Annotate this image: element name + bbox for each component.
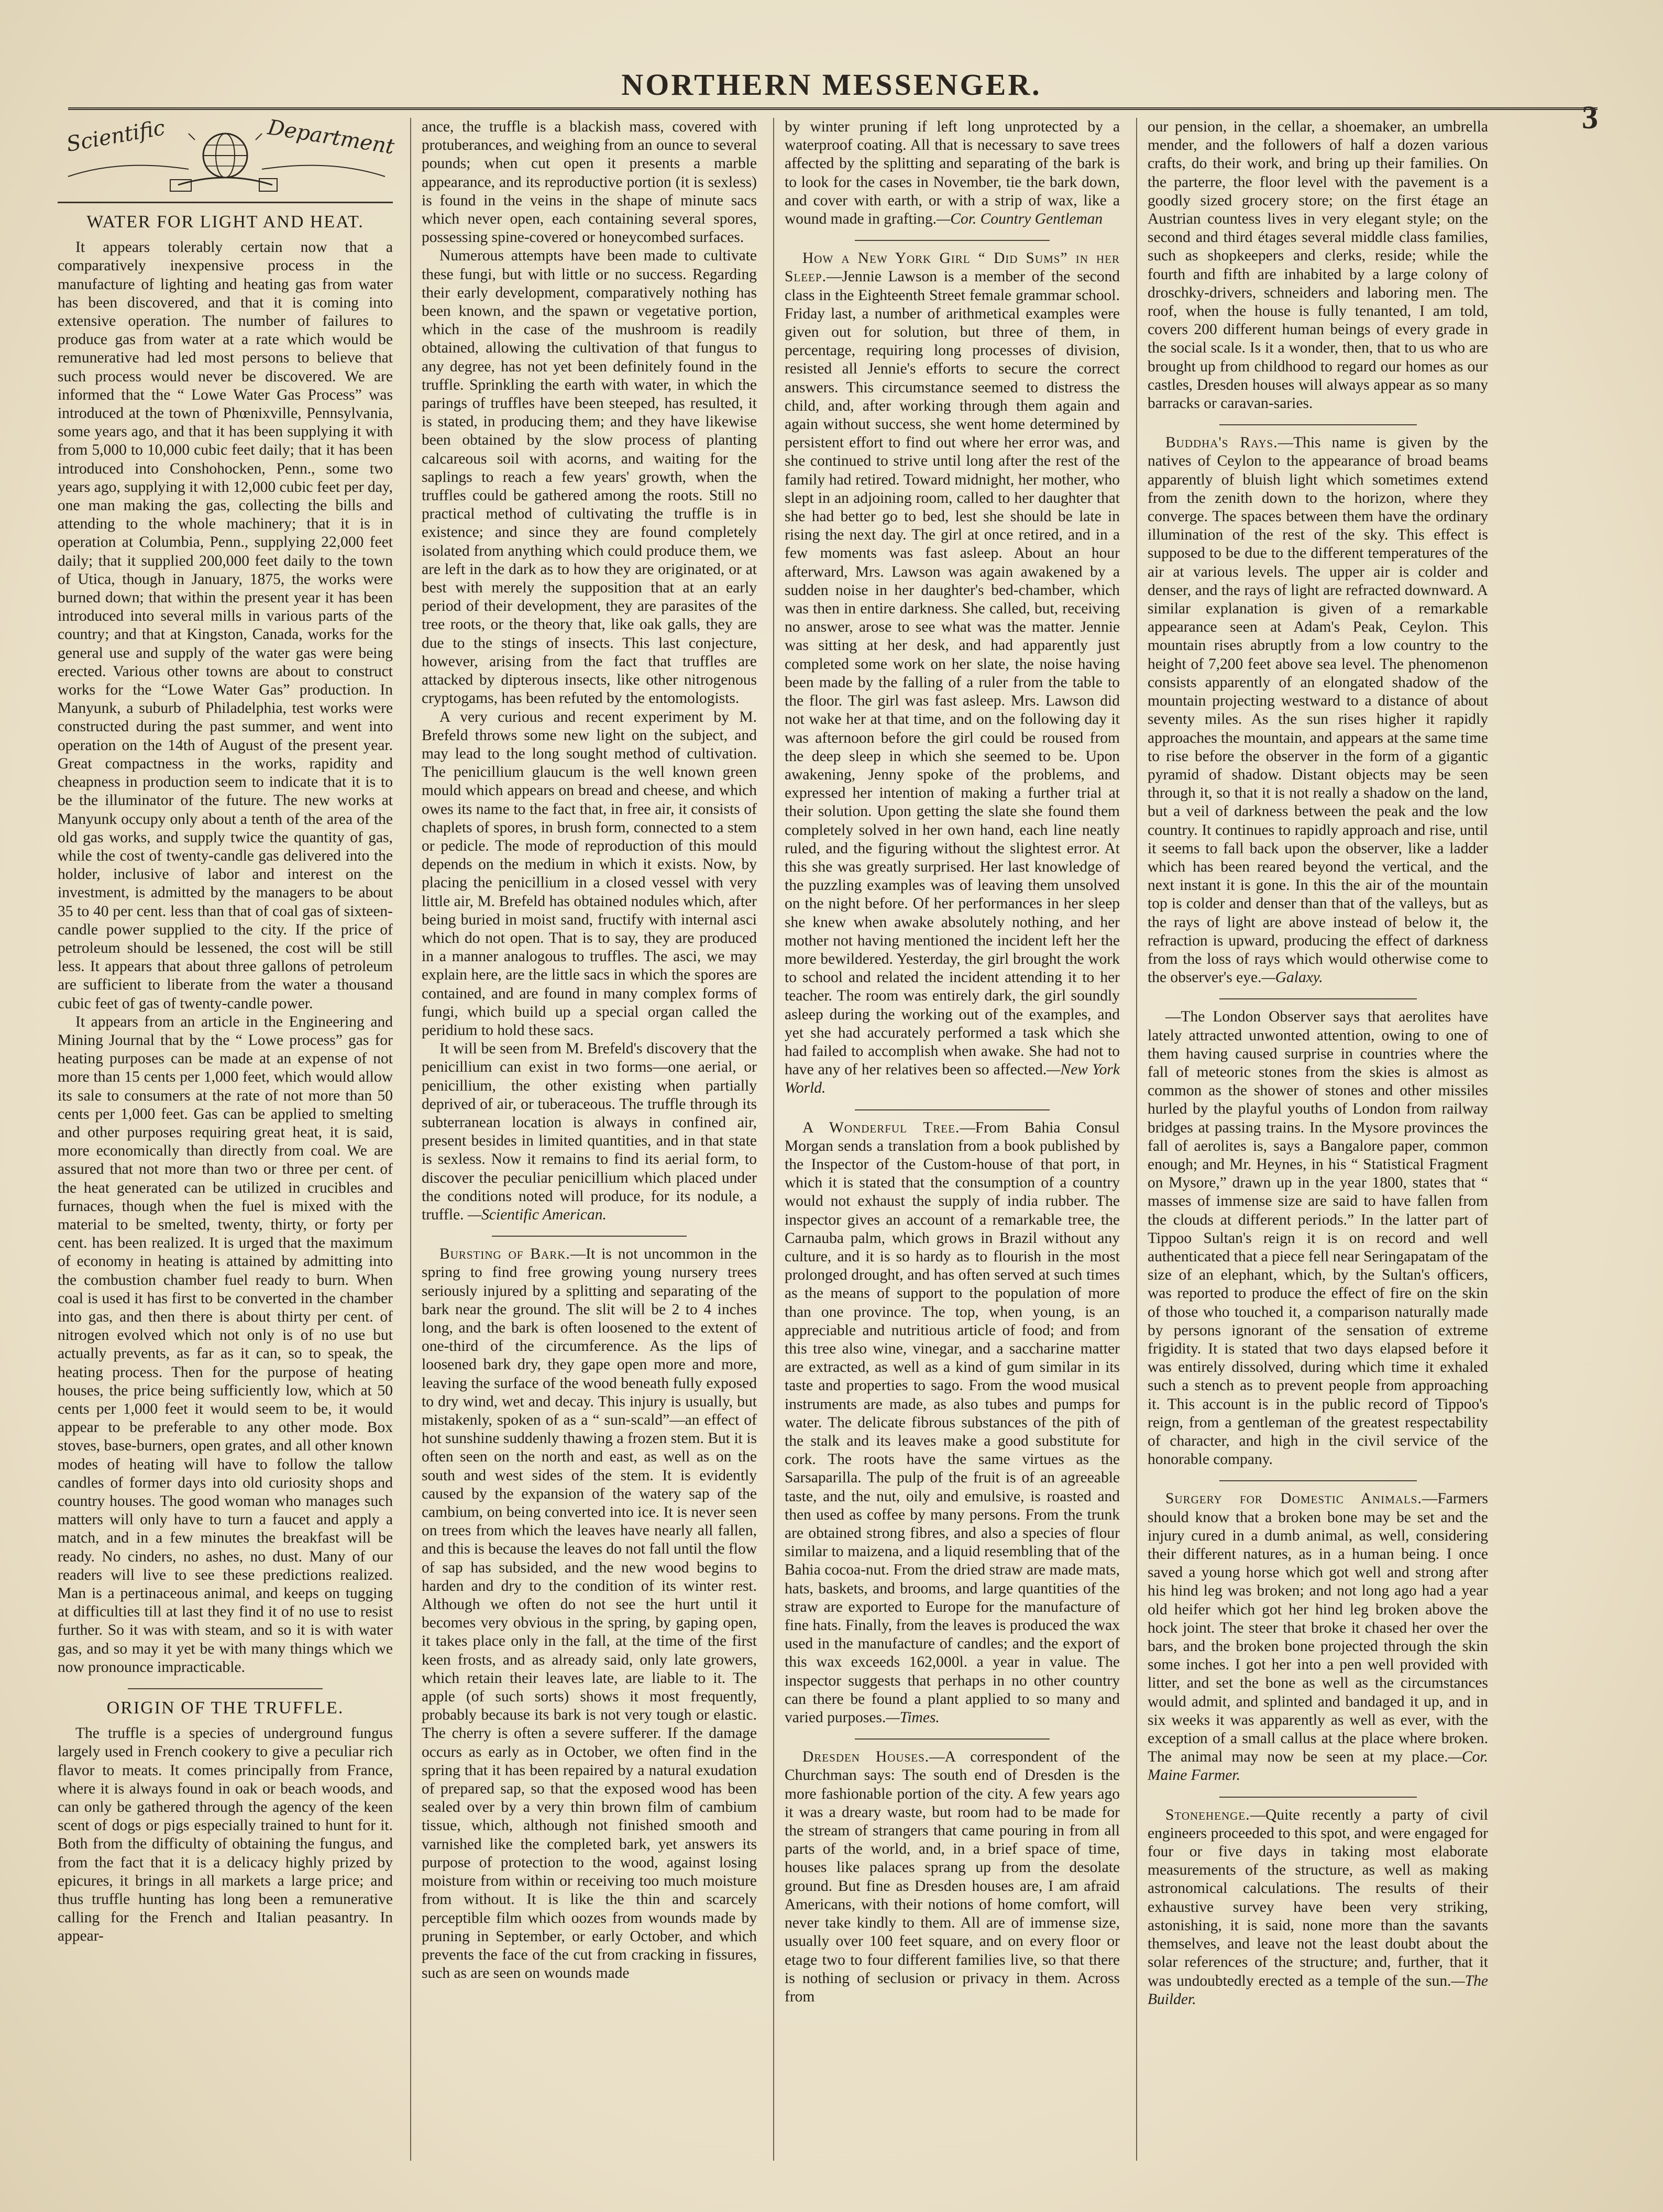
article-paragraph (1148, 1806, 1488, 2009)
article-citation: —The Builder. (1148, 1972, 1488, 2008)
article-citation: —Cor. Country Gentleman (937, 211, 1103, 228)
paragraph-text: —Quite recently a party of civil engineers proceeded to this spot, and were engaged for four or five days in taking most elaborate measurements of the structure, as well as making astronomical calculations. The results of their exhaustive survey have been very striking, astonishing, it is said, none more than the savants themselves, and leave not the least doubt about the solar references of the structure; and, further, that it was undoubtedly erected as a temple of the sun. (1148, 1806, 1488, 1989)
article-paragraph: Numerous attempts have been made to cultivate these fungi, but with little or no success. Regarding their early development, comparatively nothing has been known, and the spawn or vegetative portion, which in the case of the mushroom is readily obtained, allowing the cultivation of that fungus to any degree, has not yet been definitely found in the truffle. Sprinkling the earth with water, in which the parings of truffles have been steeped, has resulted, it is stated, in producing them; and they have likewise been obtained by the slow process of planting calcareous soil with acorns, and waiting for the saplings to reach a few years' growth, when the truffles could be gathered among the roots. Still no practical method of cultivating the truffle is in existence; and since they are found completely isolated from anything which could produce them, we are left in the dark as to how they are originated, or at best with merely the supposition that at an early period of their development, they are parasites of the tree roots, or the theory that, like oak galls, they are due to the stings of insects. This last conjecture, however, arising from the fact that truffles are attacked by dipterous insects, like other nitrogenous cryptogams, has been refuted by the entomologists. (422, 247, 757, 707)
article-lead: Surgery for Domestic Animals. (1165, 1490, 1422, 1507)
column-1 (58, 115, 397, 1946)
article-paragraph (422, 1040, 757, 1224)
article-paragraph (1148, 1490, 1488, 1785)
paragraph-text: —This name is given by the natives of Ceylon to the appearance of broad beams apparently of bluish light which sometimes extend from the zenith down to the horizon, where they converge. The spaces between them have the ordinary illumination of the rest of the sky. This effect is supposed to be due to the different temperatures of the air at various levels. The upper air is colder and denser, and the rays of light are refracted downward. A similar explanation is given of a remarkable appearance seen at Adam's Peak, Ceylon. This mountain rises abruptly from a low country to the height of 7,200 feet above sea level. The phenomenon consists apparently of an elongated shadow of the mountain projecting westward to a distance of about seventy miles. As the sun rises higher it rapidly approaches the mountain, and appears at the same time to rise before the observer in the form of a gigantic pyramid of shadow. Distant objects may be seen through it, so that it is not really a shadow on the land, but a veil of darkness between the peak and the low country. It continues to rapidly approach and rise, until it seems to fall back upon the observer, like a ladder which has been reared beyond the vertical, and the next instant it is gone. In this the air of the mountain top is colder and denser than that of the valleys, but as the rays of light are above instead of below it, the refraction is upward, producing the effect of darkness from the loss of rays which would otherwise come to the observer's eye. (1148, 434, 1488, 986)
article-paragraph (785, 1748, 1120, 2006)
column-divider (410, 118, 411, 2161)
article-citation: —New York World. (785, 1061, 1120, 1097)
article-paragraph (785, 249, 1120, 1097)
article-paragraph (785, 118, 1120, 228)
paragraph-text: —It is not uncommon in the spring to find free growing young nursery trees seriously injured by a splitting and separating of the bark near the ground. The slit will be 2 to 4 inches long, and the bark is often loosened to the extent of one-third of the circumference. As the lips of loosened bark dry, they gape open more and more, leaving the surface of the wood beneath fully exposed to dry wind, wet and decay. This injury is usually, but mistakenly, spoken of as a “ sun-scald”—an effect of hot sunshine suddenly thawing a frozen stem. But it is often seen on the north and east, as well as on the south and west sides of the stem. It is evidently caused by the expansion of the watery sap of the cambium, on being converted into ice. It is never seen on trees from which the leaves have nearly all fallen, and this is because the leaves do not fall until the flow of sap has subsided, and the new wood begins to harden and dry to the condition of its winter rest. Although we often do not see the hurt until it becomes very obvious in the spring, by gaping open, it takes place only in the fall, at the time of the first keen frosts, and as already said, only late growers, which retain their leaves late, are liable to it. The apple (of such sorts) shows it most frequently, probably because its bark is not very tough or elastic. The cherry is often a severe sufferer. If the damage occurs as early as in October, we often find in the spring that it has been repaired by a natural exudation of prepared sap, so that the exposed wood has been sealed over by a very thin brown film of cambium tissue, which, although not finished smooth and varnished like the completed bark, yet answers its purpose of protection to the wood, against losing moisture from within or receiving too much moisture from without. It is like the thin and scarcely perceptible film which oozes from wounds made by pruning in September, or early October, and which prevents the face of the cut from cracking in fissures, such as are seen on wounds made (422, 1246, 757, 1982)
article-heading-water: WATER FOR LIGHT AND HEAT. (86, 212, 364, 232)
section-divider (1219, 1480, 1417, 1481)
page-number: 3 (1582, 100, 1598, 136)
section-divider (1219, 998, 1417, 999)
paragraph-text: —Jennie Lawson is a member of the second class in the Eighteenth Street female grammar school. Friday last, a number of arithmetical examples were given out for solution, but three of them, in percentage, requiring long processes of division, resisted all Jennie's efforts to secure the correct answers. This circumstance seemed to distress the child, and, after working through them again and again without success, she went home determined by persistent effort to find out where her error was, and she continued to strive until long after the rest of the family had retired. Toward midnight, her mother, who slept in an adjoining room, called to her daughter that she had better go to bed, lest she should be late in rising the next day. The girl at once retired, and in a few moments was fast asleep. About an hour afterward, Mrs. Lawson was again awakened by a sudden noise in her daughter's bed-chamber, which was then in entire darkness. She called, but, receiving no answer, arose to see what was the matter. Jennie was sitting at her desk, and had apparently just completed some work on her slate, the noise having been made by the falling of a ruler from the table to the floor. The girl was fast asleep. Mrs. Lawson did not wake her at that time, and on the following day it was afternoon before the girl could be roused from the deep sleep in which she seemed to be. Upon awakening, Jenny spoke of the problems, and expressed her intention of making a further trial at their solution. Upon getting the slate she found them completely solved in her own hand, each line neatly ruled, and the figuring without the slightest error. At this she was greatly surprised. Her last knowledge of the puzzling examples was of leaving them unsolved on the night before. Of her performances in her sleep she knew when awake absolutely nothing, and her mother not having mentioned the incident left her the more bewildered. Yesterday, the girl brought the work to school and related the incident attending it to her teacher. The room was entirely dark, the girl soundly asleep during the working out of the examples, and yet she had accurately performed a task which she had failed to accomplish when awake. She had not to have any of her relatives been so affected. (785, 268, 1120, 1079)
article-lead: Dresden Houses. (802, 1748, 930, 1766)
article-paragraph: ance, the truffle is a blackish mass, covered with protuberances, and weighing from an ounce to several pounds; when cut open it presents a marble appearance, and its reproductive portion (it is sexless) is found in the veins in the shape of minute sacs which never open, each containing several spores, possessing spine-covered or honeycombed surfaces. (422, 118, 757, 246)
column-3 (785, 118, 1120, 2006)
paragraph-text: by winter pruning if left long unprotected by a waterproof coating. All that is necessary to save trees affected by the splitting and separating of the bark is to look for the cases in November, tie the bark down, and cover with earth, or with a strip of wax, like a wound made in grafting. (785, 118, 1120, 228)
section-divider (1219, 1797, 1417, 1798)
article-heading-truffle: ORIGIN OF THE TRUFFLE. (106, 1698, 344, 1718)
section-divider (855, 1109, 1049, 1110)
article-paragraph: —The London Observer says that aerolites have lately attracted unwonted attention, owing to one of them having caused surprise in countries where the fall of meteoric stones from the skies is almost as common as the shower of stones and other missiles hurled by the playful youths of London from railway bridges at passing trains. In the Mysore provinces the fall of aerolites is, says a Bangalore paper, common enough; and Mr. Heynes, in his “ Statistical Fragment on Mysore,” drawn up in the year 1800, states that “ masses of immense size are said to have fallen from the clouds at different periods.” In the latter part of Tippoo Sultan's reign it is on record and well authenticated that a piece fell near Seringapatam of the size of an elephant, which, by the Sultan's officers, was reported to produce the effect of fire on the skin of those who touched it, a comparison naturally made by persons ignorant of the sensation of extreme frigidity. It is stated that two days elapsed before it was entirely dissolved, during which time it exhaled such a stench as to prevent people from approaching it. This account is in the public record of Tippoo's reign, from a gentleman of the greatest respectability of character, and high in the civil service of the honorable company. (1148, 1008, 1488, 1468)
paragraph-text: —Farmers should know that a broken bone may be set and the injury cured in a dumb animal, as well, considering their different natures, as in a human being. I once saved a young horse which got well and strong after his hind leg was broken; and not long ago had a year old heifer which got her hind leg broken above the hock joint. The steer that broke it chased her over the bars, and the broken bone projected through the skin some inches. I got her into a pen well provided with litter, and set the bone as well as the circumstances would admit, and splinted and bandaged it up, and in six weeks it was apparently as well as ever, with the exception of a small callus at the place where broken. The animal may now be seen at my place. (1148, 1490, 1488, 1766)
section-divider (128, 1688, 322, 1689)
article-paragraph (785, 1119, 1120, 1727)
article-lead: Stonehenge. (1165, 1806, 1250, 1823)
article-paragraph (1148, 434, 1488, 987)
column-2 (422, 118, 757, 1983)
article-citation: —Times. (886, 1709, 940, 1726)
article-paragraph: The truffle is a species of underground fungus largely used in French cookery to give a peculiar rich flavor to meats. It comes principally from France, where it is always found in oak or beach woods, and can only be gathered through the agency of the keen scent of dogs or pigs especially trained to hunt for it. Both from the difficulty of obtaining the fungus, and from the fact that it is a delicacy highly prized by epicures, it brings in all markets a large price; and thus truffle hunting has long been a remunerative calling for the French and Italian peasantry. In appear- (58, 1725, 393, 1945)
article-paragraph: It appears from an article in the Engineering and Mining Journal that by the “ Lowe process” gas for heating purposes can be made at an expense of not more than 15 cents per 1,000 feet, which would allow its sale to consumers at the rate of not more than 50 cents per 1,000 feet. Gas can be applied to smelting and other purposes requiring great heat, it is said, more economically than directly from coal. We are assured that not more than two or three per cent. of the heat generated can be utilized in crucibles and furnaces, though when the fuel is mixed with the material to be smelted, twenty, thirty, or forty per cent. has been realized. It is urged that the maximum of economy in heating is attained by admitting into the combustion chamber fuel ready to burn. When coal is used it has first to be converted in the chamber into gas, and then there is about thirty per cent. of nitrogen evolved which not only is of no use but actually prevents, as far as it can, so to speak, the heating process. Then for the purpose of heating houses, the price being sufficiently low, which at 50 cents per 1,000 feet it would seem to be, it would appear to be preferable to any other mode. Box stoves, base-burners, open grates, and all other known modes of heating will have to follow the tallow candles of former days into old curiosity shops and country houses. The good woman who manages such matters will only have to turn a faucet and apply a match, and in a few minutes the breakfast will be ready. No cinders, no ashes, no dust. Many of our readers will live to see these predictions realized. Man is a pertinaceous animal, and keeps on tugging at difficulties till at last they find it of no use to resist further. So it was with steam, and so it is with water gas, and so may it yet be with many things which we now pronounce impracticable. (58, 1013, 393, 1676)
article-paragraph (422, 1245, 757, 1983)
column-4 (1148, 118, 1488, 2009)
department-label-left: Scientific (64, 115, 167, 157)
article-citation: —Cor. Maine Farmer. (1148, 1748, 1488, 1784)
article-paragraph: It appears tolerably certain now that a comparatively inexpensive process in the manufacture of lighting and heating gas from water has been discovered, and that it is coming into extensive operation. The number of failures to produce gas from water at a rate which would be remunerative had led most persons to believe that such process would never be discovered. We are informed that the “ Lowe Water Gas Process” was introduced at the town of Phœnixville, Pennsylvania, some years ago, and that it has been supplying it with from 5,000 to 10,000 cubic feet daily; that it has been introduced into Conshohocken, Penn., some two years ago, supplying it with 12,000 cubic feet per day, one man making the gas, collecting the bills and attending to the whole machinery; that it is in operation at Columbia, Penn., supplying 22,000 feet daily; that it supplied 200,000 feet daily to the town of Utica, though in January, 1875, the works were burned down; that within the present year it has been introduced into several mills in various parts of the country; and that at Kingston, Canada, works for the general use and supply of the water gas were being erected. Various other towns are about to construct works for the “Lowe Water Gas” production. In Manyunk, a suburb of Philadelphia, test works were constructed during the past summer, and went into operation on the 14th of August of the present year. Great compactness in the works, rapidity and cheapness in production seem to indicate that it is to be the illuminator of the future. The new works at Manyunk occupy only about a tenth of the area of the old gas works, and supply twice the quantity of gas, while the cost of twenty-candle gas delivered into the holder, inclusive of labor and interest on the investment, is admitted by the managers to be about 35 to 40 per cent. less than that of coal gas of sixteen-candle power supplied to the city. If the price of petroleum should be lessened, the cost will be still less. It appears that about three gallons of petroleum are sufficient to liberate from the water a thousand cubic feet of gas of twenty-candle power. (58, 239, 393, 1012)
section-divider (492, 1236, 686, 1237)
paragraph-text: It will be seen from M. Brefeld's discovery that the penicillium can exist in two forms—one aerial, or penicillium, the other existing when partially deprived of air, or tuberaceous. The truffle through its subterranean location is always in confined air, present besides in limited quantities, and in that state is sexless. Now it remains to find its aerial form, to discover the peculiar penicillium which placed under the conditions noted will produce, for its nodule, a truffle. (422, 1040, 757, 1223)
section-divider (855, 240, 1049, 241)
article-citation: —Galaxy. (1261, 969, 1323, 986)
department-header (58, 115, 397, 196)
article-paragraph: A very curious and recent experiment by M. Brefeld throws some new light on the subject, and may lead to the long sought method of cultivation. The penicillium glaucum is the well known green mould which appears on bread and cheese, and which owes its name to the fact that, in free air, it consists of chaplets of spores, in brush form, connected to a stem or pedicle. The mode of reproduction of this mould depends on the medium in which it exists. Now, by placing the penicillium in a closed vessel with very little air, M. Brefeld has obtained nodules which, after being buried in moist sand, fructify with internal asci which do not open. That is to say, they are produced in a manner analogous to truffles. The asci, we may explain here, are the little sacs in which the spores are contained, and are found in many complex forms of fungi, which build up a special organ called the peridium to hold these sacs. (422, 708, 757, 1039)
masthead: NORTHERN MESSENGER. (621, 68, 1042, 102)
section-divider (855, 1738, 1049, 1740)
masthead-rule (68, 107, 1598, 110)
paragraph-text: —A correspondent of the Churchman says: The south end of Dresden is the more fashionable portion of the city. A few years ago it was a dreary waste, but room had to be made for the stream of strangers that came pouring in from all parts of the world, and, in a brief space of time, houses like palaces sprang up from the desolate ground. But fine as Dresden houses are, I am afraid Americans, with their notions of home comfort, will never take kindly to them. All are of immense size, usually over 100 feet square, and on every floor or etage two to four different families live, so that there is nothing of seclusion or privacy in them. Across from (785, 1748, 1120, 2005)
department-rule (58, 202, 393, 203)
column-divider (773, 118, 774, 2161)
section-divider (1219, 424, 1417, 425)
column-divider (1136, 118, 1137, 2161)
paragraph-text: —From Bahia Consul Morgan sends a translation from a book published by the Inspector of the Custom-house of that port, in which it is stated that the consumption of a country would not exhaust the supply of india rubber. The inspector gives an account of a remarkable tree, the Carnauba palm, which grows in Brazil without any culture, and it is so hardy as to flourish in the most prolonged drought, and has often served at such times as the means of support to the population of more than one province. The top, when young, is an appreciable and nutritious article of food; and from this tree also wine, vinegar, and a saccharine matter are extracted, as well as a kind of gum similar in its taste and properties to sago. From the wood musical instruments are made, as also tubes and pumps for water. The delicate fibrous substances of the pith of the stalk and its leaves make a good substitute for cork. The roots have the same virtues as the Sarsaparilla. The pulp of the fruit is of an agreeable taste, and the nut, oily and emulsive, is roasted and then used as coffee by many persons. From the trunk are obtained strong fibres, and also a species of flour similar to maizena, and a liquid resembling that of the Bahia cocoa-nut. From the dried straw are made mats, hats, baskets, and brooms, and large quantities of the straw are exported to Europe for the manufacture of fine hats. Finally, from the leaves is produced the wax used in the manufacture of candles; and the export of this wax exceeds 162,000l. a year in value. The inspector suggests that perhaps in no other country can there be found a plant applied to so many and varied purposes. (785, 1119, 1120, 1726)
article-lead: A Wonderful Tree. (802, 1119, 960, 1136)
article-citation: —Scientific American. (467, 1206, 607, 1223)
article-paragraph: our pension, in the cellar, a shoemaker, an umbrella mender, and the followers of half a dozen various crafts, do their work, and bring up their families. On the parterre, the floor level with the pavement is a goodly sized grocery store; on the first étage an Austrian countess lives in very elegant style; on the second and third étages several middle class families, such as shopkeepers and clerks, reside; while the fourth and fifth are inhabited by a large colony of droschky-drivers, schneiders and laboring men. The roof, when the house is fully tenanted, I am told, covers 200 different human beings of every grade in the social scale. Is it a wonder, then, that to us who are brought up from childhood to regard our homes as our castles, Dresden houses will always appear as so many barracks or caravan-saries. (1148, 118, 1488, 412)
article-lead: Bursting of Bark. (439, 1246, 570, 1263)
department-label-right: Department (266, 115, 397, 159)
article-lead: Buddha's Rays. (1165, 434, 1278, 452)
article-lead: How a New York Girl “ Did Sums” in her Sleep. (785, 250, 1120, 285)
